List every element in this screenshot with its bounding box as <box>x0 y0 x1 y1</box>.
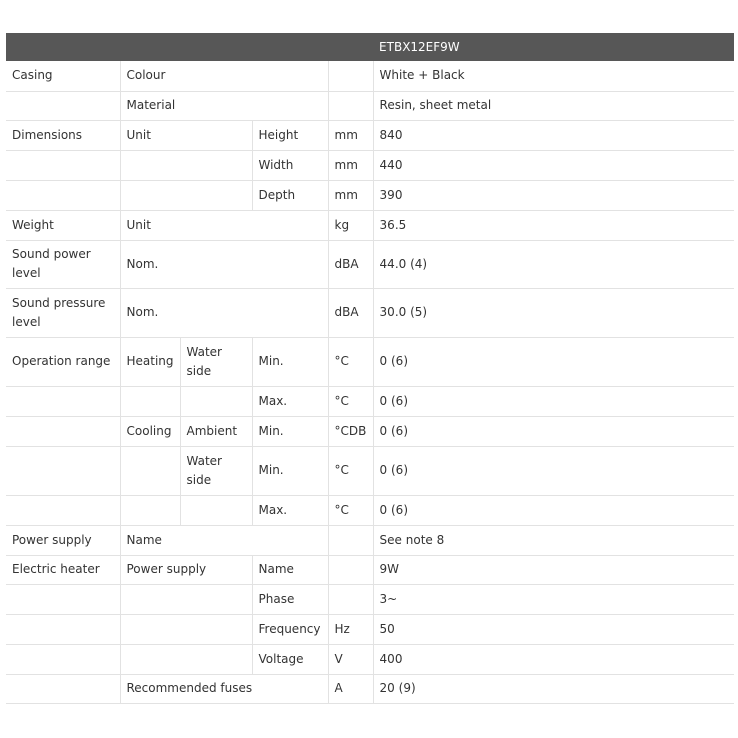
table-row <box>6 91 734 120</box>
heater-power-supply-label: Power supply <box>120 555 252 584</box>
cooling-ambient-label: Ambient <box>180 416 252 446</box>
dimensions-unit-label: Unit <box>120 120 252 150</box>
width-unit: mm <box>328 150 373 180</box>
colour-value: White + Black <box>373 61 734 91</box>
cooling-ambient-min-unit: °CDB <box>328 416 373 446</box>
row-label-dimensions: Dimensions <box>6 120 120 150</box>
row-label-sound-power: Sound power level <box>6 240 120 288</box>
row-label-weight: Weight <box>6 210 120 240</box>
depth-value: 390 <box>373 180 734 210</box>
heater-name-label: Name <box>252 555 328 584</box>
heater-frequency-label: Frequency <box>252 614 328 644</box>
depth-label: Depth <box>252 180 328 210</box>
sound-pressure-unit: dBA <box>328 288 373 337</box>
weight-unit-label: Unit <box>120 210 328 240</box>
recommended-fuses-unit: A <box>328 674 373 703</box>
heater-frequency-value: 50 <box>373 614 734 644</box>
material-value: Resin, sheet metal <box>373 91 734 120</box>
sound-power-nom: Nom. <box>120 240 328 288</box>
cooling-water-min-label: Min. <box>252 446 328 495</box>
heating-max-label: Max. <box>252 386 328 416</box>
weight-unit: kg <box>328 210 373 240</box>
table-row <box>6 584 734 614</box>
heating-min-unit: °C <box>328 337 373 386</box>
heater-voltage-unit: V <box>328 644 373 674</box>
cooling-water-min-value: 0 (6) <box>373 446 734 495</box>
table-row <box>6 210 734 240</box>
specifications-table <box>6 33 734 704</box>
table-row <box>6 555 734 584</box>
table-row <box>6 150 734 180</box>
height-label: Height <box>252 120 328 150</box>
height-unit: mm <box>328 120 373 150</box>
heating-label: Heating <box>120 337 180 386</box>
row-label-casing: Casing <box>12 68 53 83</box>
heating-max-value: 0 (6) <box>373 386 734 416</box>
heating-min-value: 0 (6) <box>373 337 734 386</box>
table-row <box>6 288 734 337</box>
power-supply-value: See note 8 <box>373 525 734 555</box>
cooling-water-max-unit: °C <box>328 495 373 525</box>
cooling-ambient-min-label: Min. <box>252 416 328 446</box>
heating-min-label: Min. <box>252 337 328 386</box>
table-row <box>6 614 734 644</box>
colour-label: Colour <box>120 61 328 91</box>
cooling-ambient-min-value: 0 (6) <box>373 416 734 446</box>
heating-water-side-label: Water side <box>180 337 252 386</box>
recommended-fuses-label: Recommended fuses <box>120 674 328 703</box>
depth-unit: mm <box>328 180 373 210</box>
row-label-power-supply: Power supply <box>6 525 120 555</box>
model-header: ETBX12EF9W <box>373 33 734 61</box>
heater-phase-label: Phase <box>252 584 328 614</box>
unit-cell <box>328 61 373 91</box>
cooling-water-max-value: 0 (6) <box>373 495 734 525</box>
table-row <box>6 61 734 91</box>
table-row <box>6 644 734 674</box>
row-label-sound-pressure: Sound pressure level <box>6 288 120 337</box>
sound-pressure-value: 30.0 (5) <box>373 288 734 337</box>
heater-name-value: 9W <box>373 555 734 584</box>
cooling-water-max-label: Max. <box>252 495 328 525</box>
heater-voltage-label: Voltage <box>252 644 328 674</box>
table-row <box>6 120 734 150</box>
cooling-water-min-unit: °C <box>328 446 373 495</box>
heater-phase-value: 3~ <box>373 584 734 614</box>
table-row <box>6 674 734 703</box>
table-row <box>6 180 734 210</box>
table-row <box>6 495 734 525</box>
width-label: Width <box>252 150 328 180</box>
table-row <box>6 446 734 495</box>
spec-table-container <box>6 33 734 704</box>
table-row <box>6 386 734 416</box>
height-value: 840 <box>373 120 734 150</box>
header-blank-cell <box>6 33 373 61</box>
cooling-water-side-label: Water side <box>180 446 252 495</box>
sound-power-value: 44.0 (4) <box>373 240 734 288</box>
table-row <box>6 416 734 446</box>
table-header-row <box>6 33 734 61</box>
table-row <box>6 337 734 386</box>
width-value: 440 <box>373 150 734 180</box>
recommended-fuses-value: 20 (9) <box>373 674 734 703</box>
heating-max-unit: °C <box>328 386 373 416</box>
sound-power-unit: dBA <box>328 240 373 288</box>
table-row <box>6 240 734 288</box>
table-row <box>6 525 734 555</box>
material-label: Material <box>120 91 328 120</box>
sound-pressure-nom: Nom. <box>120 288 328 337</box>
heater-voltage-value: 400 <box>373 644 734 674</box>
cooling-label: Cooling <box>120 416 180 446</box>
heater-frequency-unit: Hz <box>328 614 373 644</box>
row-label-electric-heater: Electric heater <box>6 555 120 584</box>
row-label-operation-range: Operation range <box>6 337 120 386</box>
weight-value: 36.5 <box>373 210 734 240</box>
power-supply-name-label: Name <box>120 525 328 555</box>
